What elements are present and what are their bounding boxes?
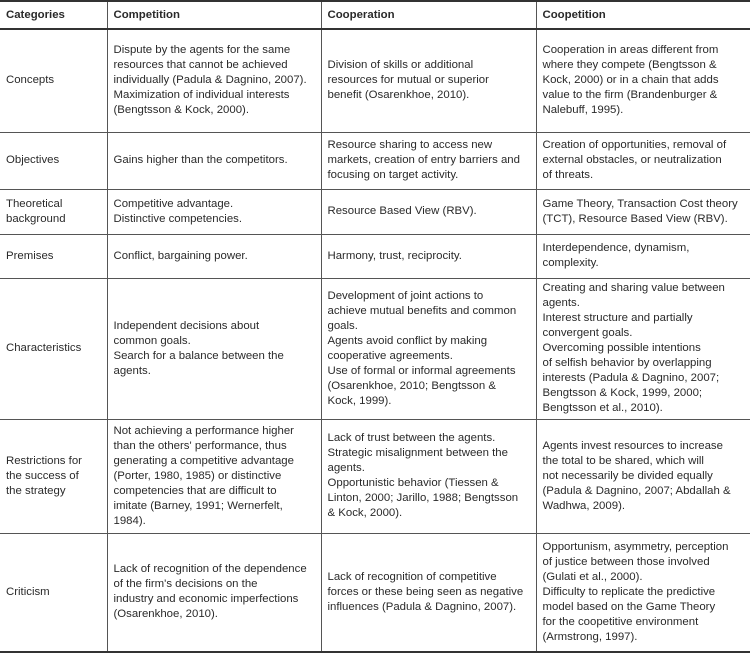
table-row bbox=[0, 533, 750, 652]
cell-cooperation: Lack of recognition of competitive forces or these being seen as negative influences (Padula & Dagnino, 2007). bbox=[321, 533, 536, 652]
cell-category: Criticism bbox=[0, 533, 107, 652]
cell-cooperation: Resource sharing to access new markets, creation of entry barriers and focusing on target activity. bbox=[321, 132, 536, 189]
header-coopetition: Coopetition bbox=[536, 1, 750, 29]
header-cooperation: Cooperation bbox=[321, 1, 536, 29]
cell-coopetition: Opportunism, asymmetry, perception of justice between those involved (Gulati et al., 2000). Difficulty to replicate the predictive model based on the Game Theory for the coopetitive environment (Armstrong, 1997). bbox=[536, 533, 750, 652]
cell-category: Premises bbox=[0, 234, 107, 278]
cell-cooperation: Division of skills or additional resources for mutual or superior benefit (Osarenkhoe, 2010). bbox=[321, 29, 536, 132]
cell-category: Objectives bbox=[0, 132, 107, 189]
cell-competition: Gains higher than the competitors. bbox=[107, 132, 321, 189]
cell-cooperation: Lack of trust between the agents. Strategic misalignment between the agents. Opportunistic behavior (Tiessen & Linton, 2000; Jarillo, 1988; Bengtsson & Kock, 2000). bbox=[321, 419, 536, 533]
cell-coopetition: Interdependence, dynamism, complexity. bbox=[536, 234, 750, 278]
cell-competition: Independent decisions about common goals. Search for a balance between the agents. bbox=[107, 278, 321, 419]
cell-competition: Competitive advantage. Distinctive competencies. bbox=[107, 189, 321, 234]
header-categories: Categories bbox=[0, 1, 107, 29]
cell-competition: Lack of recognition of the dependence of the firm's decisions on the industry and economic imperfections (Osarenkhoe, 2010). bbox=[107, 533, 321, 652]
cell-coopetition: Creating and sharing value between agents. Interest structure and partially convergent goals. Overcoming possible intentions of selfish behavior by overlapping interests (Padula & Dagnino, 2007; Bengtsson & Kock, 1999, 2000; Bengtsson et al., 2010). bbox=[536, 278, 750, 419]
table-row bbox=[0, 189, 750, 234]
header-competition: Competition bbox=[107, 1, 321, 29]
cell-competition: Dispute by the agents for the same resources that cannot be achieved individually (Padula & Dagnino, 2007). Maximization of individual interests (Bengtsson & Kock, 2000). bbox=[107, 29, 321, 132]
cell-cooperation: Resource Based View (RBV). bbox=[321, 189, 536, 234]
cell-category: Theoretical background bbox=[0, 189, 107, 234]
cell-cooperation: Harmony, trust, reciprocity. bbox=[321, 234, 536, 278]
table-row bbox=[0, 29, 750, 132]
cell-coopetition: Cooperation in areas different from where they compete (Bengtsson & Kock, 2000) or in a chain that adds value to the firm (Brandenburger & Nalebuff, 1995). bbox=[536, 29, 750, 132]
table-row bbox=[0, 234, 750, 278]
cell-competition: Not achieving a performance higher than the others' performance, thus generating a competitive advantage (Porter, 1980, 1985) or distinctive competencies that are difficult to imitate (Barney, 1991; Wernerfelt, 1984). bbox=[107, 419, 321, 533]
table-row bbox=[0, 278, 750, 419]
cell-category: Characteristics bbox=[0, 278, 107, 419]
cell-competition: Conflict, bargaining power. bbox=[107, 234, 321, 278]
cell-category: Concepts bbox=[0, 29, 107, 132]
header-row bbox=[0, 1, 750, 29]
cell-category: Restrictions for the success of the strategy bbox=[0, 419, 107, 533]
cell-cooperation: Development of joint actions to achieve mutual benefits and common goals. Agents avoid conflict by making cooperative agreements. Use of formal or informal agreements (Osarenkhoe, 2010; Bengtsson & Kock, 1999). bbox=[321, 278, 536, 419]
table-row bbox=[0, 419, 750, 533]
cell-coopetition: Agents invest resources to increase the total to be shared, which will not necessarily be divided equally (Padula & Dagnino, 2007; Abdallah & Wadhwa, 2009). bbox=[536, 419, 750, 533]
cell-coopetition: Creation of opportunities, removal of external obstacles, or neutralization of threats. bbox=[536, 132, 750, 189]
cell-coopetition: Game Theory, Transaction Cost theory (TCT), Resource Based View (RBV). bbox=[536, 189, 750, 234]
table-row bbox=[0, 132, 750, 189]
